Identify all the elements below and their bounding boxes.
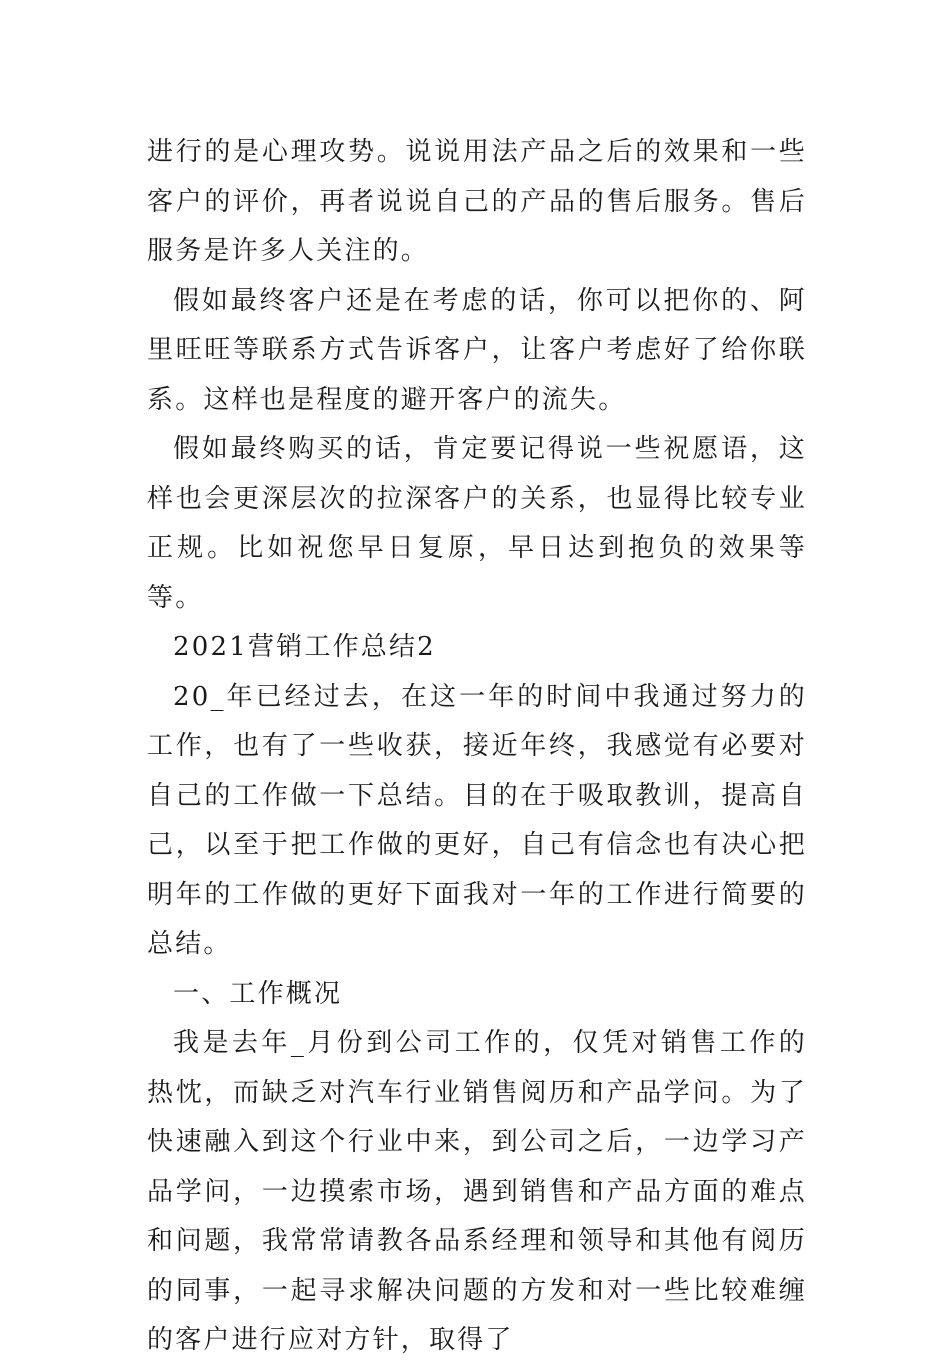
document-body [147, 128, 807, 1366]
paragraph-year-summary: 20_年已经过去，在这一年的时间中我通过努力的工作，也有了一些收获，接近年终，我感觉有必要对自己的工作做一下总结。目的在于吸取教训，提高自己，以至于把工作做的更好，自己有信念也有决心把明年的工作做的更好下面我对一年的工作进行简要的总结。 [147, 681, 807, 959]
section-title: 2021营销工作总结2 [173, 632, 436, 662]
paragraph-work-overview: 我是去年_月份到公司工作的，仅凭对销售工作的热忱，而缺乏对汽车行业销售阅历和产品学问。为了快速融入到这个行业中来，到公司之后，一边学习产品学问，一边摸索市场，遇到销售和产品方面的难点和问题，我常常请教各品系经理和领导和其他有阅历的同事，一起寻求解决问题的方发和对一些比较难缠的客户进行应对方针，取得了 [147, 1028, 807, 1355]
paragraph-purchase-blessing: 假如最终购买的话，肯定要记得说一些祝愿语，这样也会更深层次的拉深客户的关系，也显得比较专业正规。比如祝您早日复原，早日达到抱负的效果等等。 [147, 434, 807, 613]
paragraph-contact-info: 假如最终客户还是在考虑的话，你可以把你的、阿里旺旺等联系方式告诉客户，让客户考虑好了给你联系。这样也是程度的避开客户的流失。 [147, 285, 807, 415]
paragraph-after-sales: 进行的是心理攻势。说说用法产品之后的效果和一些客户的评价，再者说说自己的产品的售后服务。售后服务是许多人关注的。 [147, 137, 807, 266]
subsection-title-work-overview: 一、工作概况 [173, 978, 343, 1009]
